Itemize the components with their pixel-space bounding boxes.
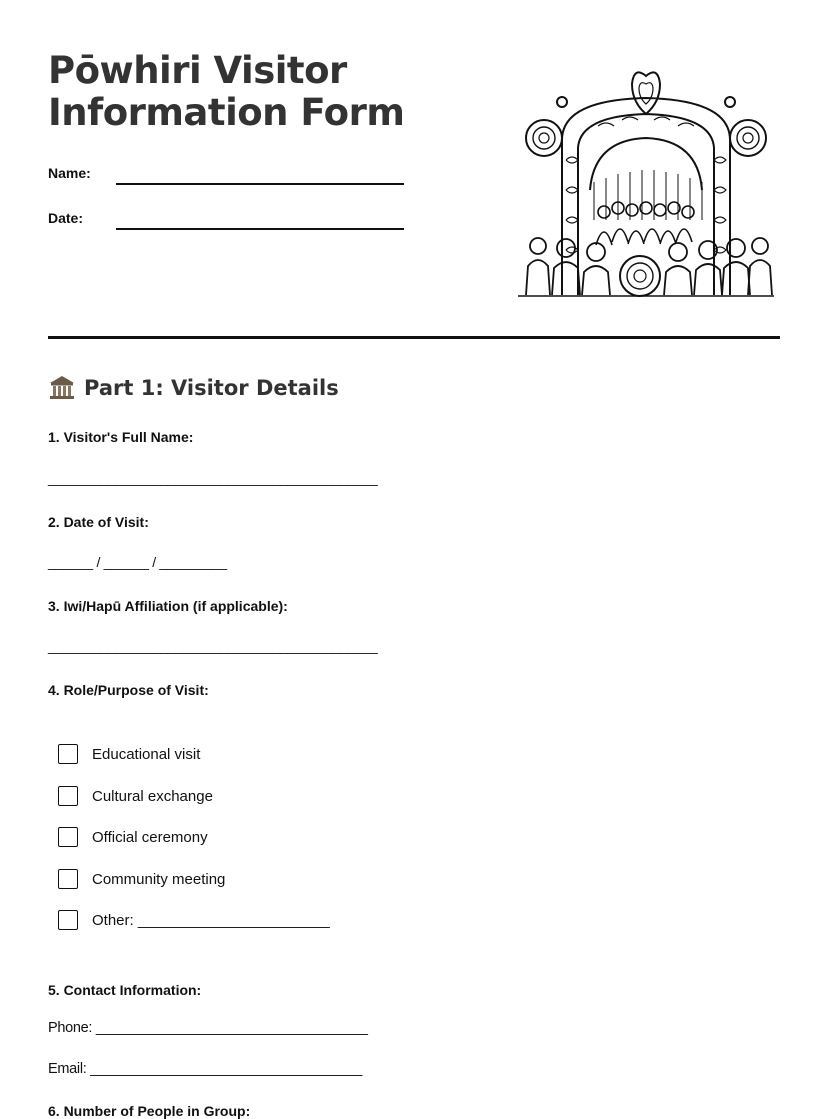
form-title: Pōwhiri Visitor Information Form (48, 49, 405, 134)
q3-label: 3. Iwi/Hapū Affiliation (if applicable): (48, 598, 288, 614)
q5-label: 5. Contact Information: (48, 982, 202, 998)
option-community-meeting[interactable] (58, 869, 225, 889)
name-label: Name: (48, 165, 91, 181)
header-divider (48, 336, 780, 339)
option-educational-visit[interactable] (58, 744, 200, 764)
phone-line[interactable]: Phone: ___________________________________ (48, 1020, 368, 1036)
email-line[interactable]: Email: ___________________________________ (48, 1061, 362, 1077)
checkbox[interactable] (58, 910, 78, 930)
checkbox[interactable] (58, 869, 78, 889)
q3-answer-line[interactable]: ____________________________________________ (48, 638, 378, 654)
option-cultural-exchange[interactable] (58, 786, 213, 806)
q1-answer-line[interactable]: ____________________________________________ (48, 470, 378, 486)
checkbox[interactable] (58, 786, 78, 806)
q2-label: 2. Date of Visit: (48, 514, 149, 530)
option-label: Other: _______________________ (92, 911, 330, 929)
marae-gathering-illustration (518, 70, 774, 302)
q2-date-blanks[interactable]: ______ / ______ / _________ (48, 554, 227, 570)
section-1-title: Part 1: Visitor Details (84, 376, 339, 400)
checkbox[interactable] (58, 744, 78, 764)
q6-label: 6. Number of People in Group: (48, 1103, 251, 1119)
date-label: Date: (48, 210, 84, 226)
name-line[interactable] (116, 183, 404, 185)
date-field[interactable] (48, 200, 408, 230)
option-label: Educational visit (92, 745, 201, 763)
section-1-heading (48, 374, 339, 402)
q4-label: 4. Role/Purpose of Visit: (48, 682, 209, 698)
option-label: Community meeting (92, 870, 226, 888)
option-label: Official ceremony (92, 828, 208, 846)
option-official-ceremony[interactable] (58, 827, 208, 847)
classical-building-icon (48, 374, 76, 402)
date-line[interactable] (116, 228, 404, 230)
q1-label: 1. Visitor's Full Name: (48, 429, 194, 445)
checkbox[interactable] (58, 827, 78, 847)
option-label: Cultural exchange (92, 787, 213, 805)
option-other[interactable] (58, 910, 330, 930)
name-field[interactable] (48, 155, 408, 185)
